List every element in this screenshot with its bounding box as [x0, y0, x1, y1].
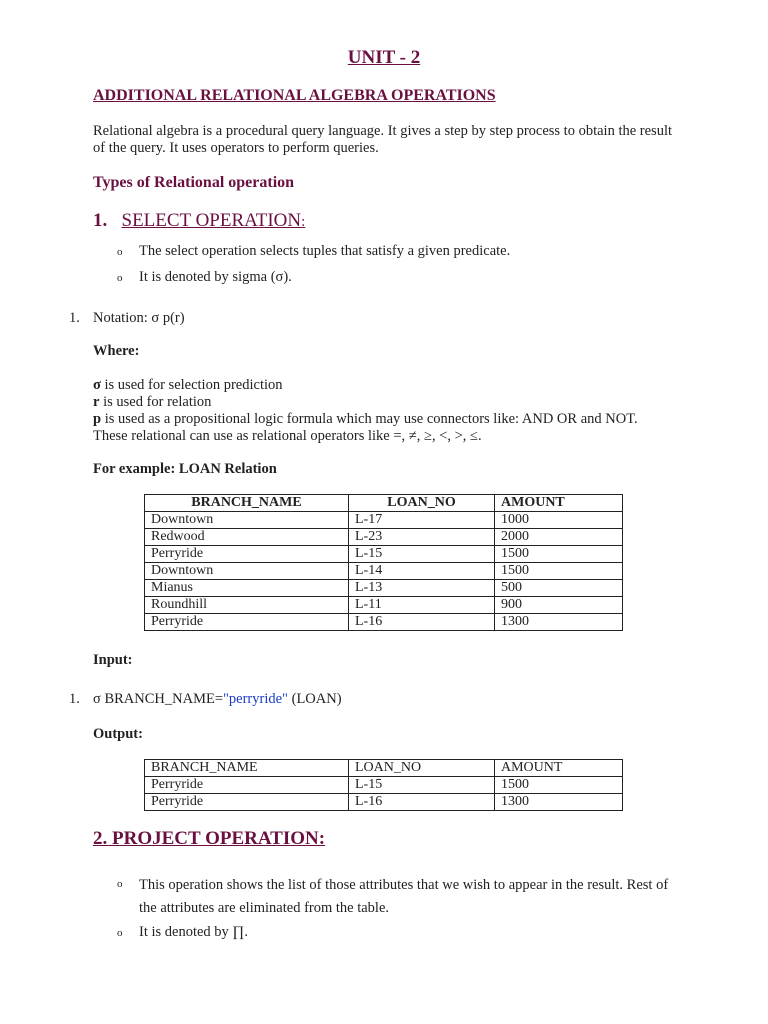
table-cell: Downtown	[145, 512, 349, 529]
table-cell: Perryride	[145, 546, 349, 563]
table-cell: Perryride	[145, 794, 349, 811]
column-header: LOAN_NO	[349, 760, 495, 777]
select-colon: :	[301, 214, 306, 230]
select-number: 1.	[93, 210, 108, 231]
section-subtitle: ADDITIONAL RELATIONAL ALGEBRA OPERATIONS	[93, 87, 496, 104]
input-prefix: σ BRANCH_NAME=	[93, 691, 223, 707]
column-header: LOAN_NO	[349, 495, 495, 512]
definitions-block	[93, 377, 653, 445]
bullet-icon: o	[117, 246, 123, 258]
column-header: AMOUNT	[495, 760, 623, 777]
table-row	[145, 597, 623, 614]
select-operation-heading	[93, 210, 305, 232]
table-cell: 1300	[495, 794, 623, 811]
input-expression	[93, 691, 342, 708]
input-suffix: (LOAN)	[287, 691, 342, 707]
table-cell: 900	[495, 597, 623, 614]
table-row	[145, 614, 623, 631]
select-title: SELECT OPERATION	[121, 210, 302, 231]
types-heading: Types of Relational operation	[93, 174, 295, 191]
table-row	[145, 563, 623, 580]
table-cell: Redwood	[145, 529, 349, 546]
input-label: Input:	[93, 652, 133, 668]
table-cell: Perryride	[145, 614, 349, 631]
output-label: Output:	[93, 726, 143, 742]
project-operation-heading: 2. PROJECT OPERATION:	[93, 828, 326, 849]
table-cell: Perryride	[145, 777, 349, 794]
table-cell: 2000	[495, 529, 623, 546]
notation-number: 1.	[69, 310, 80, 326]
input-value: "perryride"	[223, 691, 288, 707]
table-header-row	[145, 495, 623, 512]
bullet-icon: o	[117, 927, 123, 939]
unit-title: UNIT - 2	[347, 47, 421, 68]
input-number: 1.	[69, 691, 80, 707]
table-cell: 500	[495, 580, 623, 597]
table-header-row	[145, 760, 623, 777]
table-cell: 1500	[495, 546, 623, 563]
where-label: Where:	[93, 343, 140, 359]
loan-relation-table	[144, 494, 623, 631]
table-row	[145, 777, 623, 794]
table-row	[145, 580, 623, 597]
project-bullet-1: This operation shows the list of those attributes that we wish to appear in the result. Rest of the attributes are eliminated from the table.	[139, 877, 669, 916]
column-header: AMOUNT	[495, 495, 623, 512]
output-table	[144, 759, 623, 811]
table-cell: L-16	[349, 614, 495, 631]
table-cell: Mianus	[145, 580, 349, 597]
select-bullet-2: It is denoted by sigma (σ).	[139, 269, 292, 285]
definition-r: r is used for relation	[93, 394, 212, 410]
project-bullet-2: It is denoted by ∏.	[139, 924, 248, 940]
notation-text: Notation: σ p(r)	[93, 310, 185, 326]
intro-paragraph: Relational algebra is a procedural query language. It gives a step by step process to obtain the result of the query. It uses operators to perform queries.	[93, 123, 673, 156]
table-cell: L-23	[349, 529, 495, 546]
table-cell: 1300	[495, 614, 623, 631]
table-cell: L-17	[349, 512, 495, 529]
definition-sigma: σ is used for selection prediction	[93, 377, 283, 393]
table-row	[145, 512, 623, 529]
table-cell: 1500	[495, 563, 623, 580]
definition-p: p is used as a propositional logic formula which may use connectors like: AND OR and NOT. These relational can use as relational operators like =, ≠, ≥, <, >, ≤.	[93, 411, 638, 444]
table-row	[145, 794, 623, 811]
table-cell: L-16	[349, 794, 495, 811]
example-label: For example: LOAN Relation	[93, 461, 277, 477]
column-header: BRANCH_NAME	[145, 495, 349, 512]
table-cell: 1000	[495, 512, 623, 529]
bullet-icon: o	[117, 878, 123, 890]
table-cell: 1500	[495, 777, 623, 794]
table-cell: L-11	[349, 597, 495, 614]
table-cell: Roundhill	[145, 597, 349, 614]
table-cell: L-14	[349, 563, 495, 580]
select-bullet-1: The select operation selects tuples that satisfy a given predicate.	[139, 243, 511, 259]
table-cell: L-15	[349, 777, 495, 794]
table-cell: L-15	[349, 546, 495, 563]
column-header: BRANCH_NAME	[145, 760, 349, 777]
table-cell: L-13	[349, 580, 495, 597]
table-cell: Downtown	[145, 563, 349, 580]
bullet-icon: o	[117, 272, 123, 284]
table-row	[145, 546, 623, 563]
table-row	[145, 529, 623, 546]
